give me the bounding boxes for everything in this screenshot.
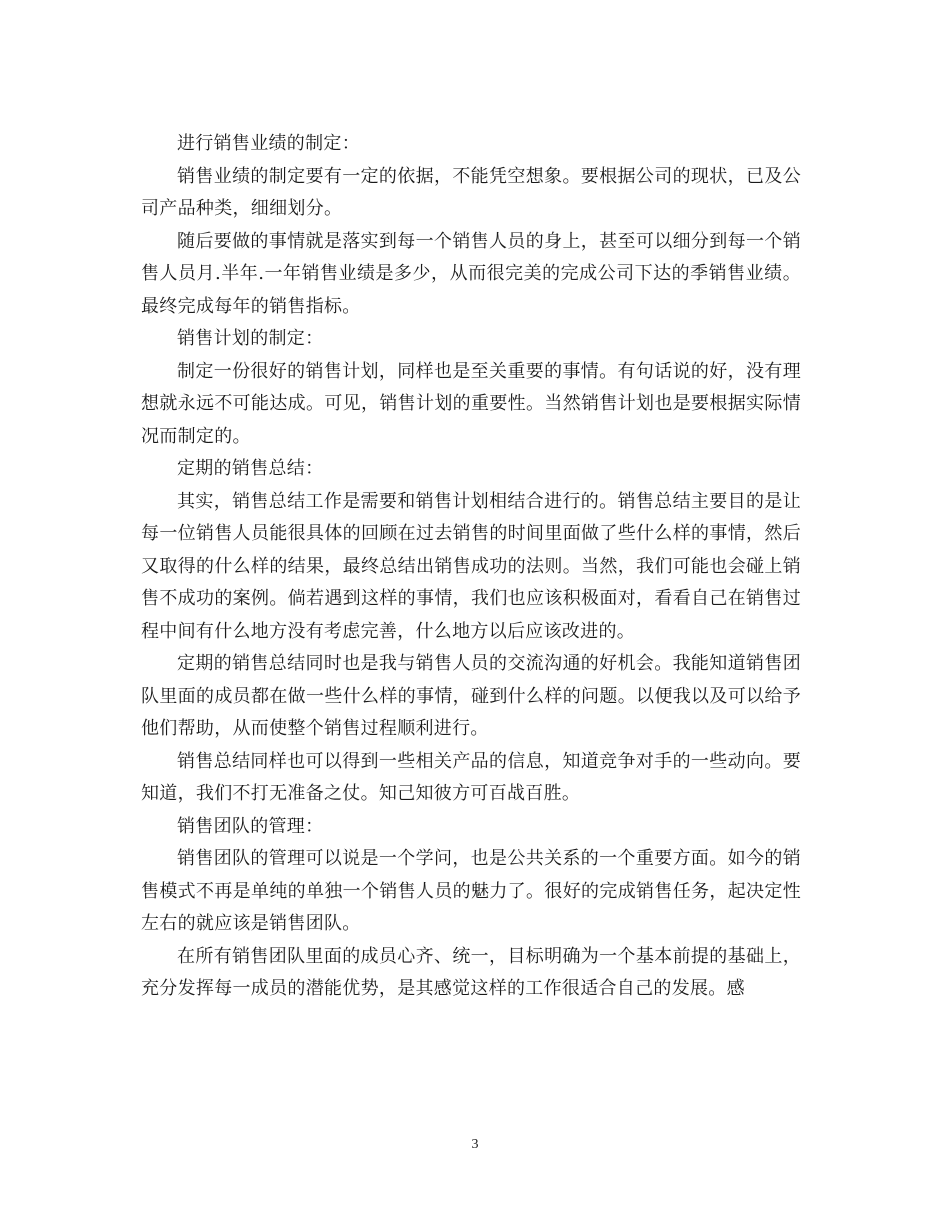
paragraph: 进行销售业绩的制定： [177,133,360,154]
paragraph: 销售团队的管理： [177,815,324,837]
paragraph: 随后要做的事情就是落实到每一个销售人员的身上，甚至可以细分到每一个销售人员月.半年.一年销售业绩是多少，从而很完美的完成公司下达的季销售业绩。最终完成每年的销售指标。 [141,230,801,317]
paragraph: 其实，销售总结工作是需要和销售计划相结合进行的。销售总结主要目的是让每一位销售人员能很具体的回顾在过去销售的时间里面做了些什么样的事情，然后又取得的什么样的结果，最终总结出销售成功的法则。当然，我们可能也会碰上销售不成功的案例。倘若遇到这样的事情，我们也应该积极面对，看看自己在销售过程中间有什么地方没有考虑完善，什么地方以后应该改进的。 [141,490,801,642]
paragraph: 制定一份很好的销售计划，同样也是至关重要的事情。有句话说的好，没有理想就永远不可能达成。可见，销售计划的重要性。当然销售计划也是要根据实际情况而制定的。 [141,360,801,447]
paragraph: 销售计划的制定： [177,328,324,349]
page-body [141,128,801,1006]
page-number: 3 [471,1137,479,1152]
paragraph: 在所有销售团队里面的成员心齐、统一，目标明确为一个基本前提的基础上，充分发挥每一成员的潜能优势，是其感觉这样的工作很适合自己的发展。感 [141,945,801,999]
paragraph: 定期的销售总结同时也是我与销售人员的交流沟通的好机会。我能知道销售团队里面的成员都在做一些什么样的事情，碰到什么样的问题。以便我以及可以给予他们帮助，从而使整个销售过程顺利进行。 [141,653,801,739]
paragraph: 销售业绩的制定要有一定的依据，不能凭空想象。要根据公司的现状，已及公司产品种类，细细划分。 [141,165,801,219]
paragraph: 定期的销售总结： [177,458,324,479]
paragraph: 销售总结同样也可以得到一些相关产品的信息，知道竞争对手的一些动向。要知道，我们不打无准备之仗。知己知彼方可百战百胜。 [141,750,801,804]
paragraph: 销售团队的管理可以说是一个学问，也是公共关系的一个重要方面。如今的销售模式不再是单纯的单独一个销售人员的魅力了。很好的完成销售任务，起决定性左右的就应该是销售团队。 [141,848,801,934]
